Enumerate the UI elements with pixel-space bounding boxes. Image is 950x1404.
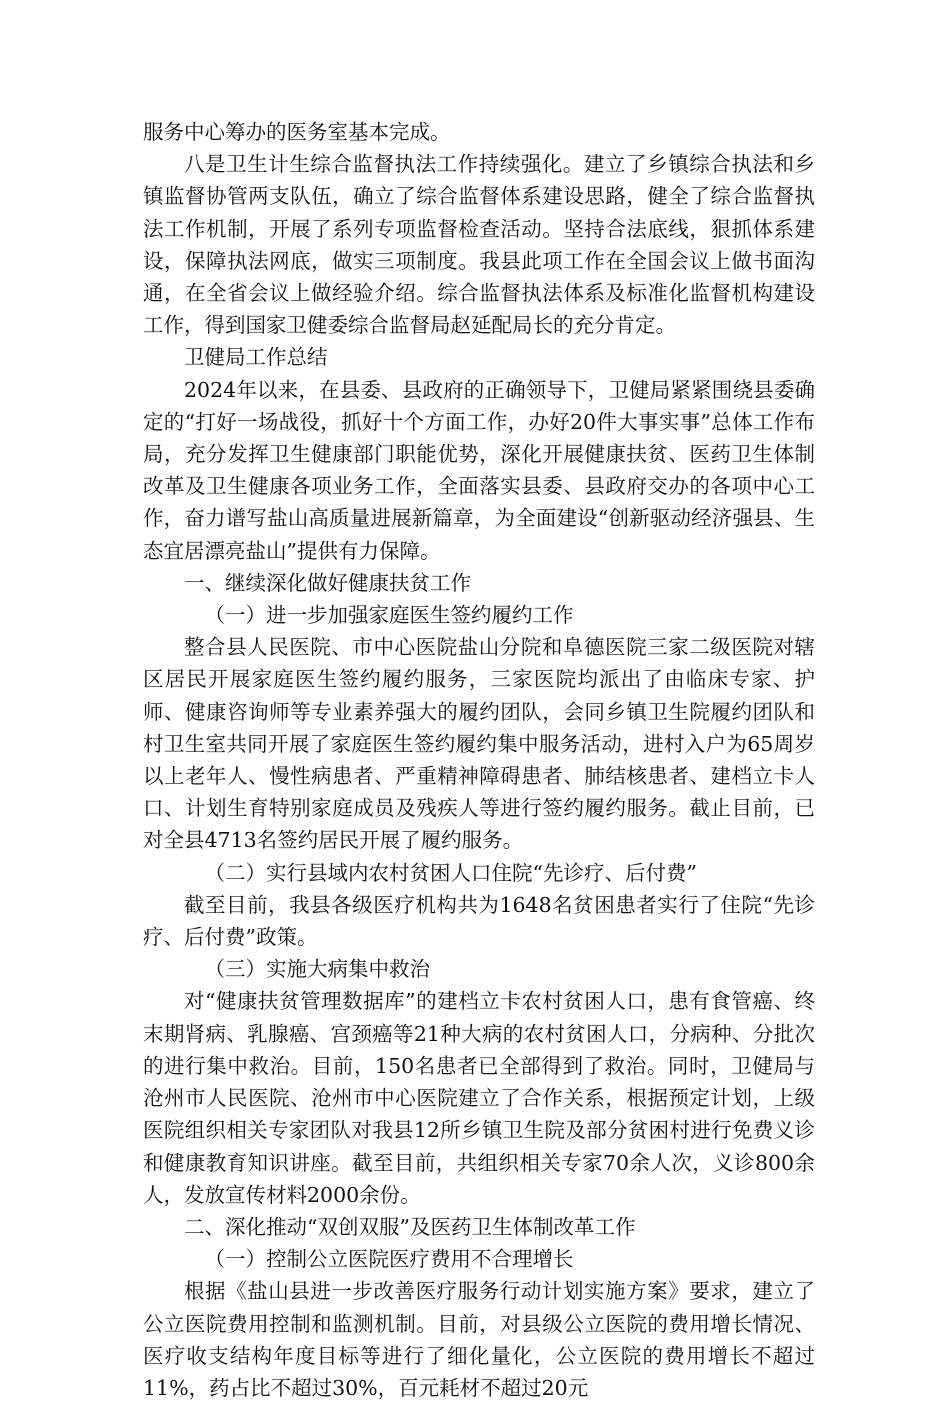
subheading-1-3: （三）实施大病集中救治: [204, 957, 430, 982]
heading-1: 一、继续深化做好健康扶贫工作: [184, 570, 471, 595]
subheading-2-1: （一）控制公立医院医疗费用不合理增长: [204, 1247, 574, 1272]
document-body: [143, 116, 815, 1404]
paragraph-supervision: 八是卫生计生综合监督执法工作持续强化。建立了乡镇综合执法和乡镇监督协管两支队伍，确立了综合监督体系建设思路，健全了综合监督执法工作机制，开展了系列专项监督检查活动。坚持合法底线，狠抓体系建设，保障执法网底，做实三项制度。我县此项工作在全国会议上做书面沟通，在全省会议上做经验介绍。综合监督执法体系及标准化监督机构建设工作，得到国家卫健委综合监督局赵延配局长的充分肯定。: [143, 152, 815, 338]
paragraph-disease-treatment: 对“健康扶贫管理数据库”的建档立卡农村贫困人口，患有食管癌、终末期肾病、乳腺癌、宫颈癌等21种大病的农村贫困人口，分病种、分批次的进行集中救治。目前，150名患者已全部得到了救治。同时，卫健局与沧州市人民医院、沧州市中心医院建立了合作关系，根据预定计划，上级医院组织相关专家团队对我县12所乡镇卫生院及部分贫困村进行免费义诊和健康教育知识讲座。截至目前，共组织相关专家70余人次，义诊800余人，发放宣传材料2000余份。: [143, 989, 815, 1207]
paragraph-cost-control: 根据《盐山县进一步改善医疗服务行动计划实施方案》要求，建立了公立医院费用控制和监测机制。目前，对县级公立医院的费用增长情况、医疗收支结构年度目标等进行了细化量化，公立医院的费用增长不超过11%，药占比不超过30%，百元耗材不超过20元: [143, 1279, 815, 1400]
heading-2: 二、深化推动“双创双服”及医药卫生体制改革工作: [184, 1214, 636, 1239]
section-title: 卫健局工作总结: [184, 345, 328, 370]
paragraph-continuation: 服务中心筹办的医务室基本完成。: [143, 120, 451, 144]
subheading-1-2: （二）实行县域内农村贫困人口住院“先诊疗、后付费”: [204, 860, 697, 885]
paragraph-family-doctor: 整合县人民医院、市中心医院盐山分院和阜德医院三家二级医院对辖区居民开展家庭医生签约履约服务，三家医院均派出了由临床专家、护师、健康咨询师等专业素养强大的履约团队，会同乡镇卫生院履约团队和村卫生室共同开展了家庭医生签约履约集中服务活动，进村入户为65周岁以上老年人、慢性病患者、严重精神障碍患者、肺结核患者、建档立卡人口、计划生育特别家庭成员及残疾人等进行签约履约服务。截止目前，已对全县4713名签约居民开展了履约服务。: [143, 635, 815, 853]
paragraph-treat-first: 截至目前，我县各级医疗机构共为1648名贫困患者实行了住院“先诊疗、后付费”政策。: [143, 892, 815, 950]
paragraph-intro: 2024年以来，在县委、县政府的正确领导下，卫健局紧紧围绕县委确定的“打好一场战役，抓好十个方面工作，办好20件大事实事”总体工作布局，充分发挥卫生健康部门职能优势，深化开展健康扶贫、医药卫生体制改革及卫生健康各项业务工作，全面落实县委、县政府交办的各项中心工作，奋力谱写盐山高质量进展新篇章，为全面建设“创新驱动经济强县、生态宜居漂亮盐山”提供有力保障。: [143, 377, 815, 563]
subheading-1-1: （一）进一步加强家庭医生签约履约工作: [204, 603, 574, 628]
